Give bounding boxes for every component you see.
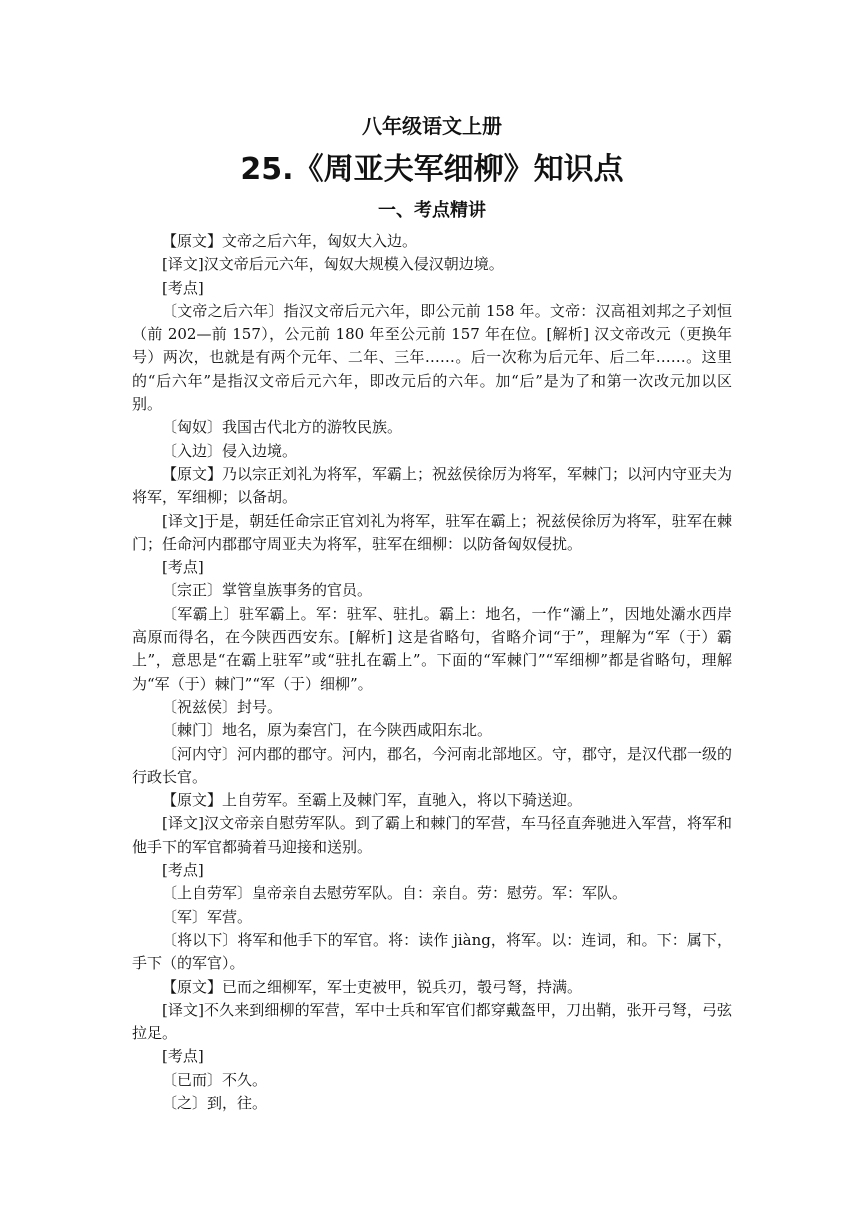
paragraph: [译文]汉文帝后元六年，匈奴大规模入侵汉朝边境。 xyxy=(162,255,504,274)
paragraph: 〔文帝之后六年〕指汉文帝后元六年，即公元前 158 年。文帝：汉高祖刘邦之子刘恒（前 202—前 157），公元前 180 年至公元前 157 年在位。[解析] 汉文帝改元（更换年号）两次，也就是有两个元年、二年、三年……。后一次称为后元年、后二年……。这里的“后六年”是指汉文帝后元六年，即改元后的六年。加“后”是为了和第一次改元加以区别。 xyxy=(132,301,732,414)
paragraph: 〔军霸上〕驻军霸上。军：驻军、驻扎。霸上：地名，一作“灞上”，因地处灞水西岸高原而得名，在今陕西西安东。[解析] 这是省略句，省略介词“于”，理解为“军（于）霸上”，意思是“在霸上驻军”或“驻扎在霸上”。下面的“军棘门”“军细柳”都是省略句，理解为“军（于）棘门”“军（于）细柳”。 xyxy=(132,604,732,693)
document-title: 25.《周亚夫军细柳》知识点 xyxy=(240,152,624,187)
document-body xyxy=(132,230,732,1115)
paragraph: 【原文】乃以宗正刘礼为将军，军霸上；祝兹侯徐厉为将军，军棘门；以河内守亚夫为将军，军细柳；以备胡。 xyxy=(132,464,733,507)
paragraph: [考点] xyxy=(162,1047,204,1066)
paragraph: [译文]于是，朝廷任命宗正官刘礼为将军，驻军在霸上；祝兹侯徐厉为将军，驻军在棘门；任命河内郡郡守周亚夫为将军，驻军在细柳：以防备匈奴侵扰。 xyxy=(132,511,732,553)
paragraph: 〔匈奴〕我国古代北方的游牧民族。 xyxy=(162,418,403,437)
paragraph: [考点] xyxy=(162,278,204,297)
paragraph: 【原文】已而之细柳军，军士吏被甲，锐兵刃，彀弓弩，持满。 xyxy=(162,977,583,996)
paragraph: [考点] xyxy=(162,558,204,577)
paragraph: [考点] xyxy=(162,861,204,880)
section-heading: 一、考点精讲 xyxy=(378,200,486,221)
paragraph: 〔已而〕不久。 xyxy=(162,1070,268,1089)
paragraph: 〔军〕军营。 xyxy=(162,907,253,926)
paragraph: 〔之〕到，往。 xyxy=(162,1093,268,1112)
paragraph: 〔祝兹侯〕封号。 xyxy=(162,697,283,716)
paragraph: 〔宗正〕掌管皇族事务的官员。 xyxy=(162,581,373,600)
paragraph: [译文]不久来到细柳的军营，军中士兵和军官们都穿戴盔甲，刀出鞘，张开弓弩，弓弦拉足。 xyxy=(132,1000,732,1043)
paragraph: 〔棘门〕地名，原为秦宫门，在今陕西咸阳东北。 xyxy=(162,721,493,740)
paragraph: [译文]汉文帝亲自慰劳军队。到了霸上和棘门的军营，车马径直奔驰进入军营，将军和他手下的军官都骑着马迎接和送别。 xyxy=(132,814,732,856)
paragraph: 【原文】上自劳军。至霸上及棘门军，直驰入，将以下骑送迎。 xyxy=(162,791,583,810)
paragraph: 〔上自劳军〕皇帝亲自去慰劳军队。自：亲自。劳：慰劳。军：军队。 xyxy=(162,884,628,903)
paragraph: 〔入边〕侵入边境。 xyxy=(162,441,298,460)
paragraph: 〔将以下〕将军和他手下的军官。将：读作 jiàng，将军。以：连词，和。下：属下，手下（的军官）。 xyxy=(132,930,732,973)
paragraph: 【原文】文帝之后六年，匈奴大入边。 xyxy=(162,232,418,250)
paragraph: 〔河内守〕河内郡的郡守。河内，郡名，今河南北部地区。守，郡守，是汉代郡一级的行政长官。 xyxy=(132,744,733,786)
grade-heading: 八年级语文上册 xyxy=(362,114,502,138)
